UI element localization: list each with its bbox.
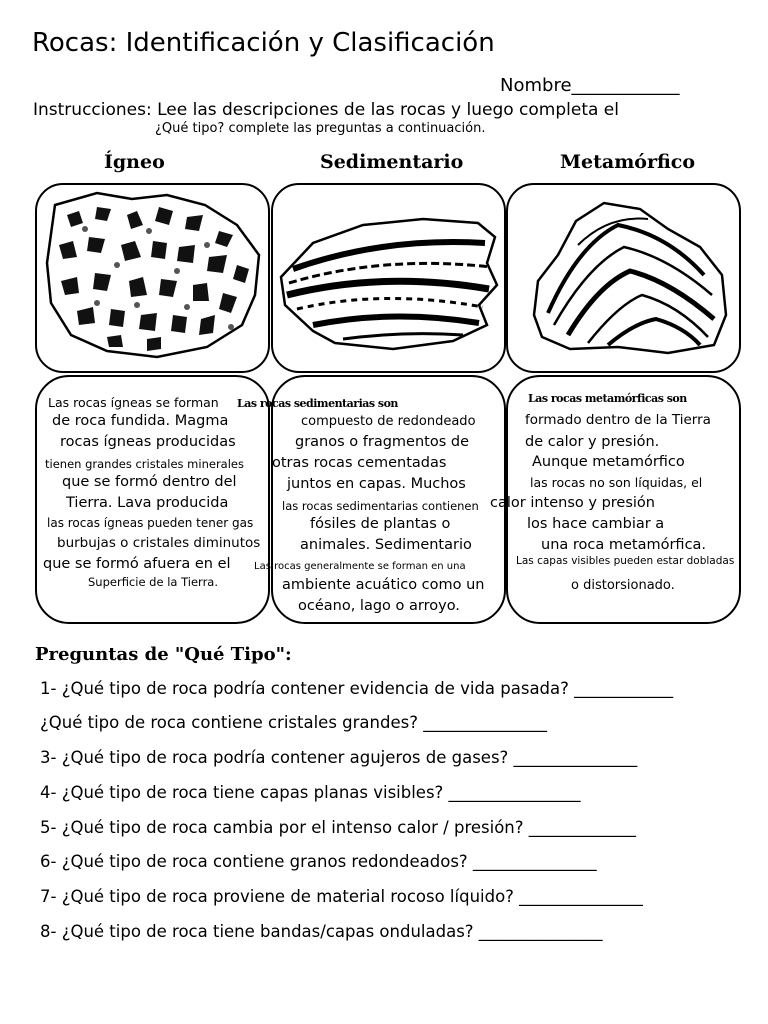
igneous-line: que se formó dentro del	[62, 474, 237, 490]
sedimentary-line: compuesto de redondeado	[301, 414, 476, 429]
sedimentary-line: Las rocas sedimentarias son	[237, 397, 398, 410]
igneous-line: Las rocas ígneas se forman	[48, 395, 219, 410]
igneous-line: rocas ígneas producidas	[60, 434, 236, 450]
igneous-rock-panel	[35, 183, 270, 373]
metamorphic-line: Las rocas metamórficas son	[528, 392, 687, 405]
igneous-line: Superficie de la Tierra.	[88, 575, 219, 589]
igneous-line: burbujas o cristales diminutos	[57, 535, 261, 551]
igneous-rock-illustration	[37, 185, 268, 371]
questions-title: Preguntas de "Qué Tipo":	[35, 644, 292, 665]
metamorphic-line: formado dentro de la Tierra	[525, 412, 711, 428]
sedimentary-line: juntos en capas. Muchos	[287, 476, 466, 492]
metamorphic-rock-panel	[506, 183, 741, 373]
question-item: 8- ¿Qué tipo de roca tiene bandas/capas onduladas? _______________	[40, 922, 603, 941]
question-item: ¿Qué tipo de roca contiene cristales grandes? _______________	[40, 713, 547, 732]
question-item: 3- ¿Qué tipo de roca podría contener agujeros de gases? _______________	[40, 748, 638, 767]
metamorphic-line: los hace cambiar a	[527, 516, 665, 532]
sedimentary-rock-illustration	[273, 185, 504, 371]
page-title: Rocas: Identificación y Clasificación	[32, 28, 495, 58]
question-item: 5- ¿Qué tipo de roca cambia por el intenso calor / presión? _____________	[40, 818, 637, 837]
metamorphic-line: o distorsionado.	[571, 578, 675, 593]
metamorphic-rock-illustration	[508, 185, 739, 371]
question-item: 4- ¿Qué tipo de roca tiene capas planas visibles? ________________	[40, 783, 581, 802]
igneous-line: tienen grandes cristales minerales	[45, 457, 244, 471]
metamorphic-line: las rocas no son líquidas, el	[530, 475, 703, 490]
question-item: 7- ¿Qué tipo de roca proviene de material rocoso líquido? _______________	[40, 887, 643, 906]
sedimentary-line: océano, lago o arroyo.	[298, 598, 460, 614]
metamorphic-line: Aunque metamórfico	[532, 454, 685, 470]
question-item: 6- ¿Qué tipo de roca contiene granos redondeados? _______________	[40, 852, 597, 871]
igneous-line: de roca fundida. Magma	[52, 413, 229, 429]
name-field-label: Nombre____________	[500, 75, 680, 96]
metamorphic-heading: Metamórfico	[560, 151, 696, 173]
instructions-line-2: ¿Qué tipo? complete las preguntas a continuación.	[155, 121, 486, 136]
sedimentary-line: ambiente acuático como un	[282, 577, 485, 593]
instructions-line-1: Instrucciones: Lee las descripciones de las rocas y luego completa el	[33, 100, 619, 120]
metamorphic-line: de calor y presión.	[525, 434, 660, 450]
igneous-line: que se formó afuera en el	[43, 556, 231, 572]
sedimentary-line: Las rocas generalmente se forman en una	[254, 561, 466, 572]
metamorphic-line: Las capas visibles pueden estar dobladas	[516, 555, 735, 567]
sedimentary-line: animales. Sedimentario	[300, 537, 472, 553]
metamorphic-line: calor intenso y presión	[490, 495, 655, 511]
sedimentary-rock-panel	[271, 183, 506, 373]
metamorphic-line: una roca metamórfica.	[541, 537, 707, 553]
sedimentary-line: otras rocas cementadas	[272, 455, 447, 471]
sedimentary-heading: Sedimentario	[320, 151, 464, 173]
sedimentary-line: granos o fragmentos de	[295, 434, 469, 450]
question-item: 1- ¿Qué tipo de roca podría contener evidencia de vida pasada? ____________	[40, 679, 674, 698]
sedimentary-line: fósiles de plantas o	[310, 516, 451, 532]
igneous-line: Tierra. Lava producida	[66, 495, 229, 511]
igneous-heading: Ígneo	[104, 151, 165, 173]
igneous-line: las rocas ígneas pueden tener gas	[47, 516, 254, 530]
sedimentary-line: las rocas sedimentarias contienen	[282, 499, 479, 513]
